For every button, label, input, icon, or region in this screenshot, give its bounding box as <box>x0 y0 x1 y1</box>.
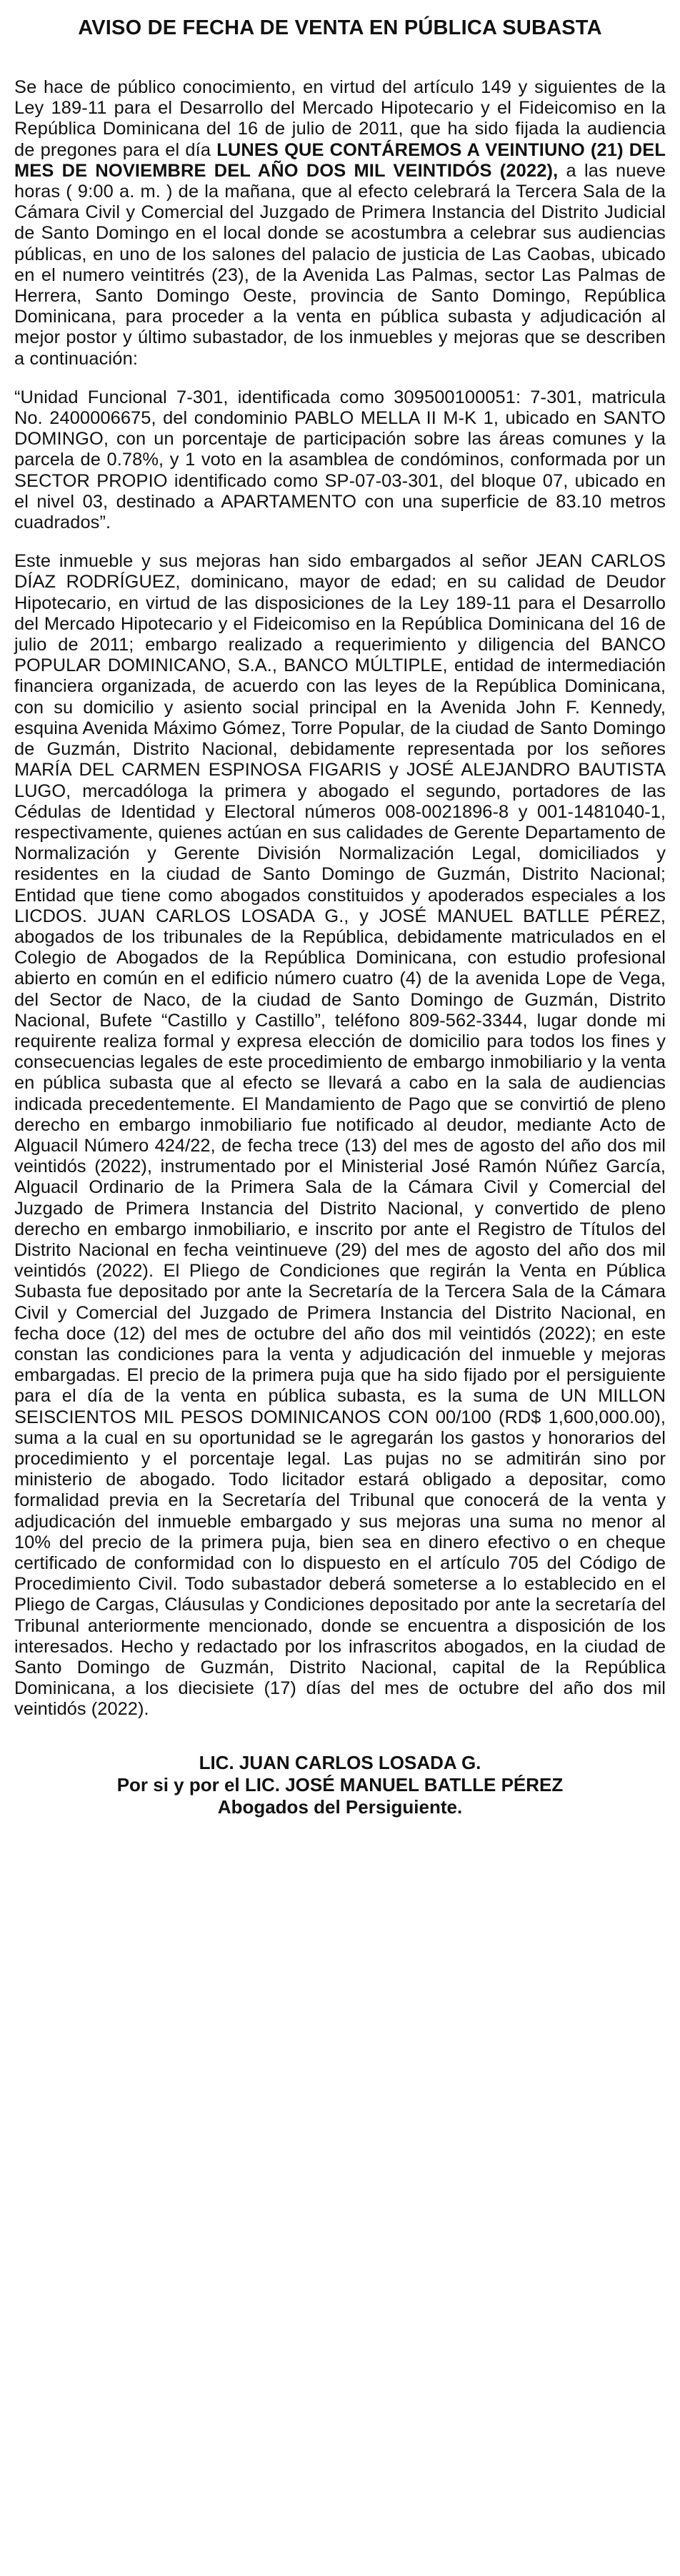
signature-line-co-attorney: Por si y por el LIC. JOSÉ MANUEL BATLLE PÉREZ <box>116 1773 564 1795</box>
property-description-paragraph: “Unidad Funcional 7-301, identificada como 309500100051: 7-301, matricula No. 2400006675, del condominio PABLO MELLA II M-K 1, ubicado en SANTO DOMINGO, con un porcentaje de participación sobre las áreas comunes y la parcela de 0.78%, y 1 voto en la asamblea de condóminos, conformada por un SECTOR PROPIO identificado como SP-07-03-301, del bloque 07, ubicado en el nivel 03, destinado a APARTAMENTO con una superficie de 83.10 metros cuadrados”. <box>14 387 666 533</box>
seizure-details-paragraph: Este inmueble y sus mejoras han sido embargados al señor JEAN CARLOS DÍAZ RODRÍGUEZ, dominicano, mayor de edad; en su calidad de Deudor Hipotecario, en virtud de las disposiciones de la Ley 189-11 para el Desarrollo del Mercado Hipotecario y el Fideicomiso en la República Dominicana del 16 de julio de 2011; embargo realizado a requerimiento y diligencia del BANCO POPULAR DOMINICANO, S.A., BANCO MÚLTIPLE, entidad de intermediación financiera organizada, de acuerdo con las leyes de la República Dominicana, con su domicilio y asiento social principal en la Avenida John F. Kennedy, esquina Avenida Máximo Gómez, Torre Popular, de la ciudad de Santo Domingo de Guzmán, Distrito Nacional, debidamente representada por los señores MARÍA DEL CARMEN ESPINOSA FIGARIS y JOSÉ ALEJANDRO BAUTISTA LUGO, mercadóloga la primera y abogado el segundo, portadores de las Cédulas de Identidad y Electoral números 008-0021896-8 y 001-1481040-1, respectivamente, quienes actúan en sus calidades de Gerente Departamento de Normalización y Gerente División Normalización Legal, domiciliados y residentes en la ciudad de Santo Domingo de Guzmán, Distrito Nacional; Entidad que tiene como abogados constituidos y apoderados especiales a los LICDOS. JUAN CARLOS LOSADA G., y JOSÉ MANUEL BATLLE PÉREZ, abogados de los tribunales de la República, debidamente matriculados en el Colegio de Abogados de la República Dominicana, con estudio profesional abierto en común en el edificio número cuatro (4) de la avenida Lope de Vega, del Sector de Naco, de la ciudad de Santo Domingo de Guzmán, Distrito Nacional, Bufete “Castillo y Castillo”, teléfono 809-562-3344, lugar donde mi requirente realiza formal y expresa elección de domicilio para todos los fines y consecuencias legales de este procedimiento de embargo inmobiliario y la venta en pública subasta que al efecto se llevará a cabo en la sala de audiencias indicada precedentemente. El Mandamiento de Pago que se convirtió de pleno derecho en embargo inmobiliario fue notificado al deudor, mediante Acto de Alguacil Número 424/22, de fecha trece (13) del mes de agosto del año dos mil veintidós (2022), instrumentado por el Ministerial José Ramón Núñez García, Alguacil Ordinario de la Primera Sala de la Cámara Civil y Comercial del Juzgado de Primera Instancia del Distrito Nacional, y convertido de pleno derecho en embargo inmobiliario, e inscrito por ante el Registro de Títulos del Distrito Nacional en fecha veintinueve (29) del mes de agosto del año dos mil veintidós (2022). El Pliego de Condiciones que regirán la Venta en Pública Subasta fue depositado por ante la Secretaría de la Tercera Sala de la Cámara Civil y Comercial del Juzgado de Primera Instancia del Distrito Nacional, en fecha doce (12) del mes de octubre del año dos mil veintidós (2022); en este constan las condiciones para la venta y adjudicación del inmueble y mejoras embargadas. El precio de la primera puja que ha sido fijado por el persiguiente para el día de la venta en pública subasta, es la suma de UN MILLON SEISCIENTOS MIL PESOS DOMINICANOS CON 00/100 (RD$ 1,600,000.00), suma a la cual en su oportunidad se le agregarán los gastos y honorarios del procedimiento y el porcentaje legal. Las pujas no se admitirán sino por ministerio de abogado. Todo licitador estará obligado a depositar, como formalidad previa en la Secretaría del Tribunal que conocerá de la venta y adjudicación del inmueble embargado y sus mejoras una suma no menor al 10% del precio de la primera puja, bien sea en dinero efectivo o en cheque certificado de conformidad con lo dispuesto en el artículo 705 del Código de Procedimiento Civil. Todo subastador deberá someterse a lo establecido en el Pliego de Cargas, Cláusulas y Condiciones depositado por ante la secretaría del Tribunal anteriormente mencionado, donde se encuentra a disposición de los interesados. Hecho y redactado por los infrascritos abogados, en la ciudad de Santo Domingo de Guzmán, Distrito Nacional, capital de la República Dominicana, a los diecisiete (17) días del mes de octubre del año dos mil veintidós (2022). <box>14 551 666 1720</box>
notice-title: AVISO DE FECHA DE VENTA EN PÚBLICA SUBASTA <box>78 16 602 39</box>
signature-line-attorney: LIC. JUAN CARLOS LOSADA G. <box>199 1751 481 1773</box>
auction-intro-text: Se hace de público conocimiento, en virtud del artículo 149 y siguientes de la Ley 189-11 para el Desarrollo del Mercado Hipotecario y el Fideicomiso en la República Dominicana del 16 de julio de 2011, que ha sido fijada la audiencia de pregones para el día <box>14 77 666 160</box>
auction-date-bold: LUNES QUE CONTÁREMOS A VEINTIUNO (21) DEL MES DE NOVIEMBRE DEL AÑO DOS MIL VEINTIDÓS (2022), <box>14 139 666 181</box>
auction-location-text: a las nueve horas ( 9:00 a. m. ) de la mañana, que al efecto celebrará la Tercera Sala de la Cámara Civil y Comercial del Juzgado de Primera Instancia del Distrito Judicial de Santo Domingo en el local donde se acostumbra a celebrar sus audiencias públicas, en uno de los salones del palacio de justicia de Las Caobas, ubicado en el numero veintitrés (23), de la Avenida Las Palmas, sector Las Palmas de Herrera, Santo Domingo Oeste, provincia de Santo Domingo, República Dominicana, para proceder a la venta en pública subasta y adjudicación al mejor postor y último subastador, de los inmuebles y mejoras que se describen a continuación: <box>14 160 666 369</box>
signature-block <box>14 1752 666 1818</box>
auction-date-paragraph <box>14 77 666 370</box>
signature-line-role: Abogados del Persiguiente. <box>217 1795 463 1818</box>
